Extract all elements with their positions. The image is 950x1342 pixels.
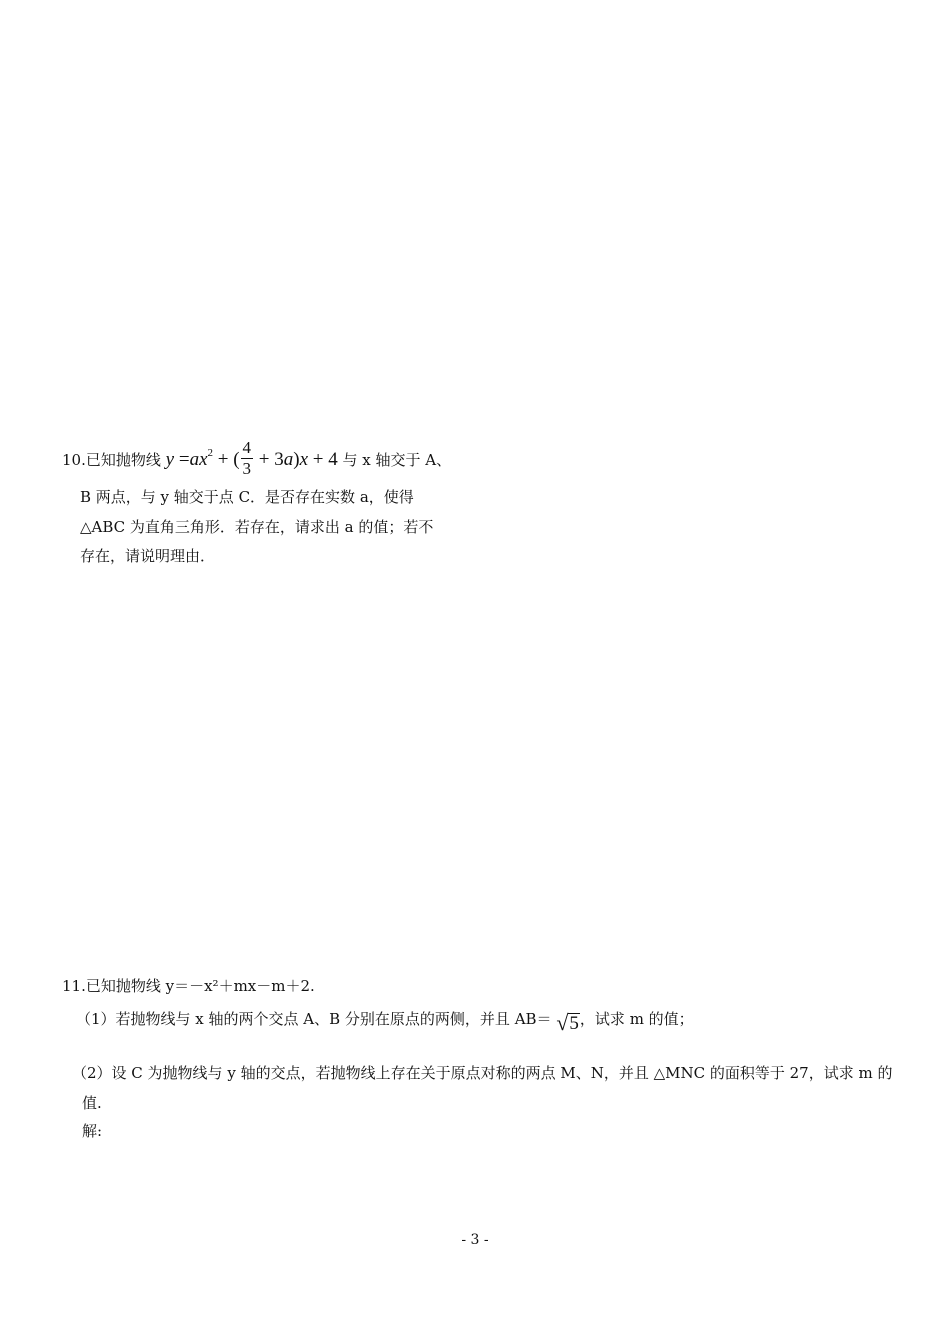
- q11-solution-label: 解:: [82, 1122, 103, 1140]
- q10-tail: 与 x 轴交于 A、: [342, 450, 452, 469]
- q10-number: 10.: [62, 450, 86, 469]
- q11-part2-line2: 值.: [82, 1094, 102, 1112]
- formula-plus-four: + 4: [308, 448, 338, 470]
- formula-fraction: [241, 438, 254, 479]
- q10-line2: B 两点，与 y 轴交于点 C．是否存在实数 a，使得: [80, 488, 414, 506]
- q11-part2-line1: （2）设 C 为抛物线与 y 轴的交点，若抛物线上存在关于原点对称的两点 M、N，并且 △MNC 的面积等于 27，试求 m 的: [72, 1064, 893, 1082]
- sqrt-expression: [556, 1011, 580, 1034]
- formula-ax: ax: [189, 448, 208, 470]
- formula-plus-open: + (: [213, 448, 240, 470]
- q11-stem: 11.已知抛物线 y＝－x²＋mx－m＋2.: [62, 977, 315, 995]
- formula-three: + 3: [254, 448, 284, 470]
- radical-sign-icon: √: [556, 1010, 569, 1035]
- q10-line1: [62, 440, 451, 481]
- q10-lead: 已知抛物线: [85, 450, 161, 469]
- formula-eq: =: [174, 448, 190, 470]
- page-number: - 3 -: [461, 1232, 489, 1248]
- fraction-denominator: 3: [242, 459, 252, 478]
- formula-x: x: [299, 448, 309, 470]
- q10-line3: △ABC 为直角三角形．若存在，请求出 a 的值；若不: [80, 518, 434, 536]
- q11-part1: [76, 1010, 694, 1034]
- formula-close: ): [293, 448, 300, 470]
- formula-exp: 2: [207, 446, 213, 459]
- q10-formula: [165, 438, 343, 478]
- q11-part1-lead: （1）若抛物线与 x 轴的两个交点 A、B 分别在原点的两侧，并且 AB＝: [76, 1010, 552, 1028]
- q11-part1-tail: ，试求 m 的值；: [579, 1010, 694, 1028]
- formula-a: a: [283, 448, 294, 470]
- fraction-numerator: 4: [242, 438, 252, 457]
- q10-line4: 存在，请说明理由．: [80, 547, 216, 565]
- sqrt-radicand: 5: [569, 1013, 579, 1034]
- formula-y: y: [165, 448, 175, 470]
